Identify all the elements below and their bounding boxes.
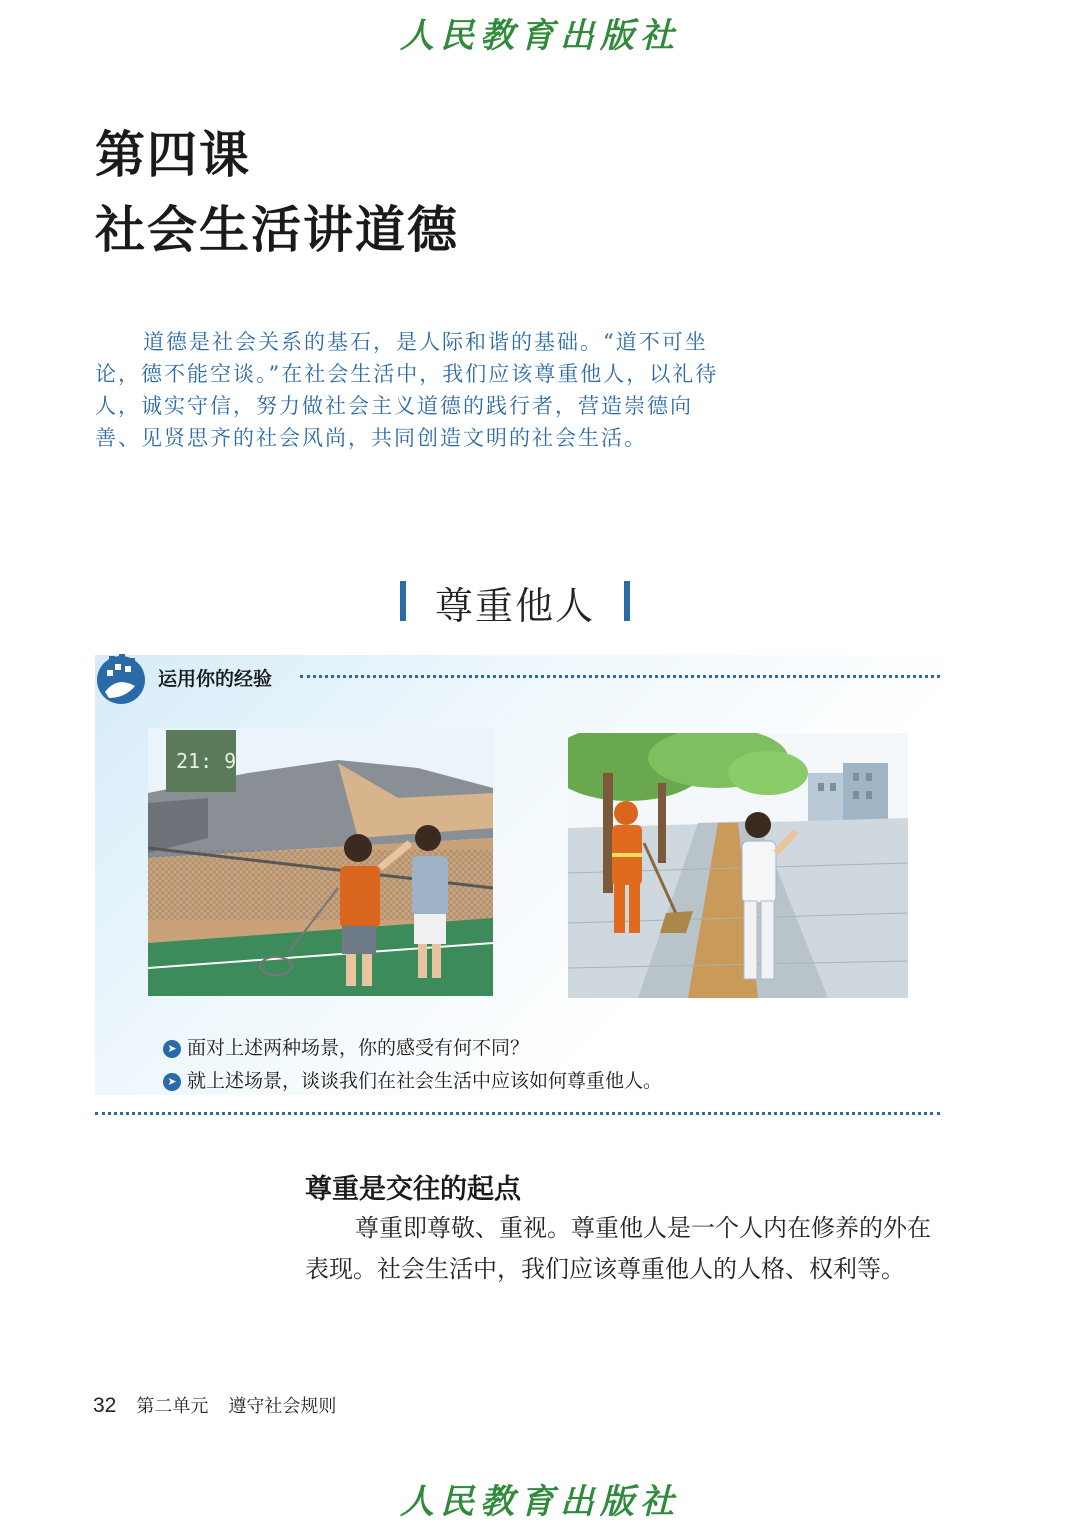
lesson-title: 社会生活讲道德 [95,201,459,259]
street-cleaner-illustration [568,733,908,998]
section-bar-right [624,581,630,621]
publisher-logo-bottom: 人民教育出版社 [400,1482,680,1522]
subsection-title: 尊重是交往的起点 [305,1174,521,1205]
badminton-illustration [148,728,493,996]
bullet-arrow-icon: ➤ [163,1073,181,1091]
section-title: 尊重他人 [434,584,595,628]
question-2-text: 就上述场景，谈谈我们在社会生活中应该如何尊重他人。 [187,1070,663,1092]
activity-label: 运用你的经验 [158,668,273,690]
question-1 [163,1033,529,1060]
intro-paragraph: 道德是社会关系的基石，是人际和谐的基础。“道不可坐论，德不能空谈。”在社会生活中，我们应该尊重他人，以礼待人，诚实守信，努力做社会主义道德的践行者，营造崇德向善、见贤思齐的社会风尚，共同创造文明的社会生活。 [95,330,719,450]
footer-unit-title: 遵守社会规则 [228,1396,337,1417]
publisher-logo-top: 人民教育出版社 [400,16,680,56]
page-number: 32 [93,1394,117,1417]
page-footer [93,1392,336,1418]
subsection-body: 尊重即尊敬、重视。尊重他人是一个人内在修养的外在表现。社会生活中，我们应该尊重他人的人格、权利等。 [305,1214,931,1283]
question-1-text: 面对上述两种场景，你的感受有何不同？ [187,1037,530,1059]
question-2 [163,1066,662,1093]
lesson-number: 第四课 [95,126,251,184]
footer-unit: 第二单元 [136,1396,209,1417]
section-heading [395,575,635,628]
bullet-arrow-icon: ➤ [163,1040,181,1058]
activity-bottom-dotted-rule [95,1112,940,1115]
activity-dotted-rule [300,675,940,678]
activity-badge-icon [95,652,147,704]
scoreboard-text: 21: 9 [176,749,237,773]
